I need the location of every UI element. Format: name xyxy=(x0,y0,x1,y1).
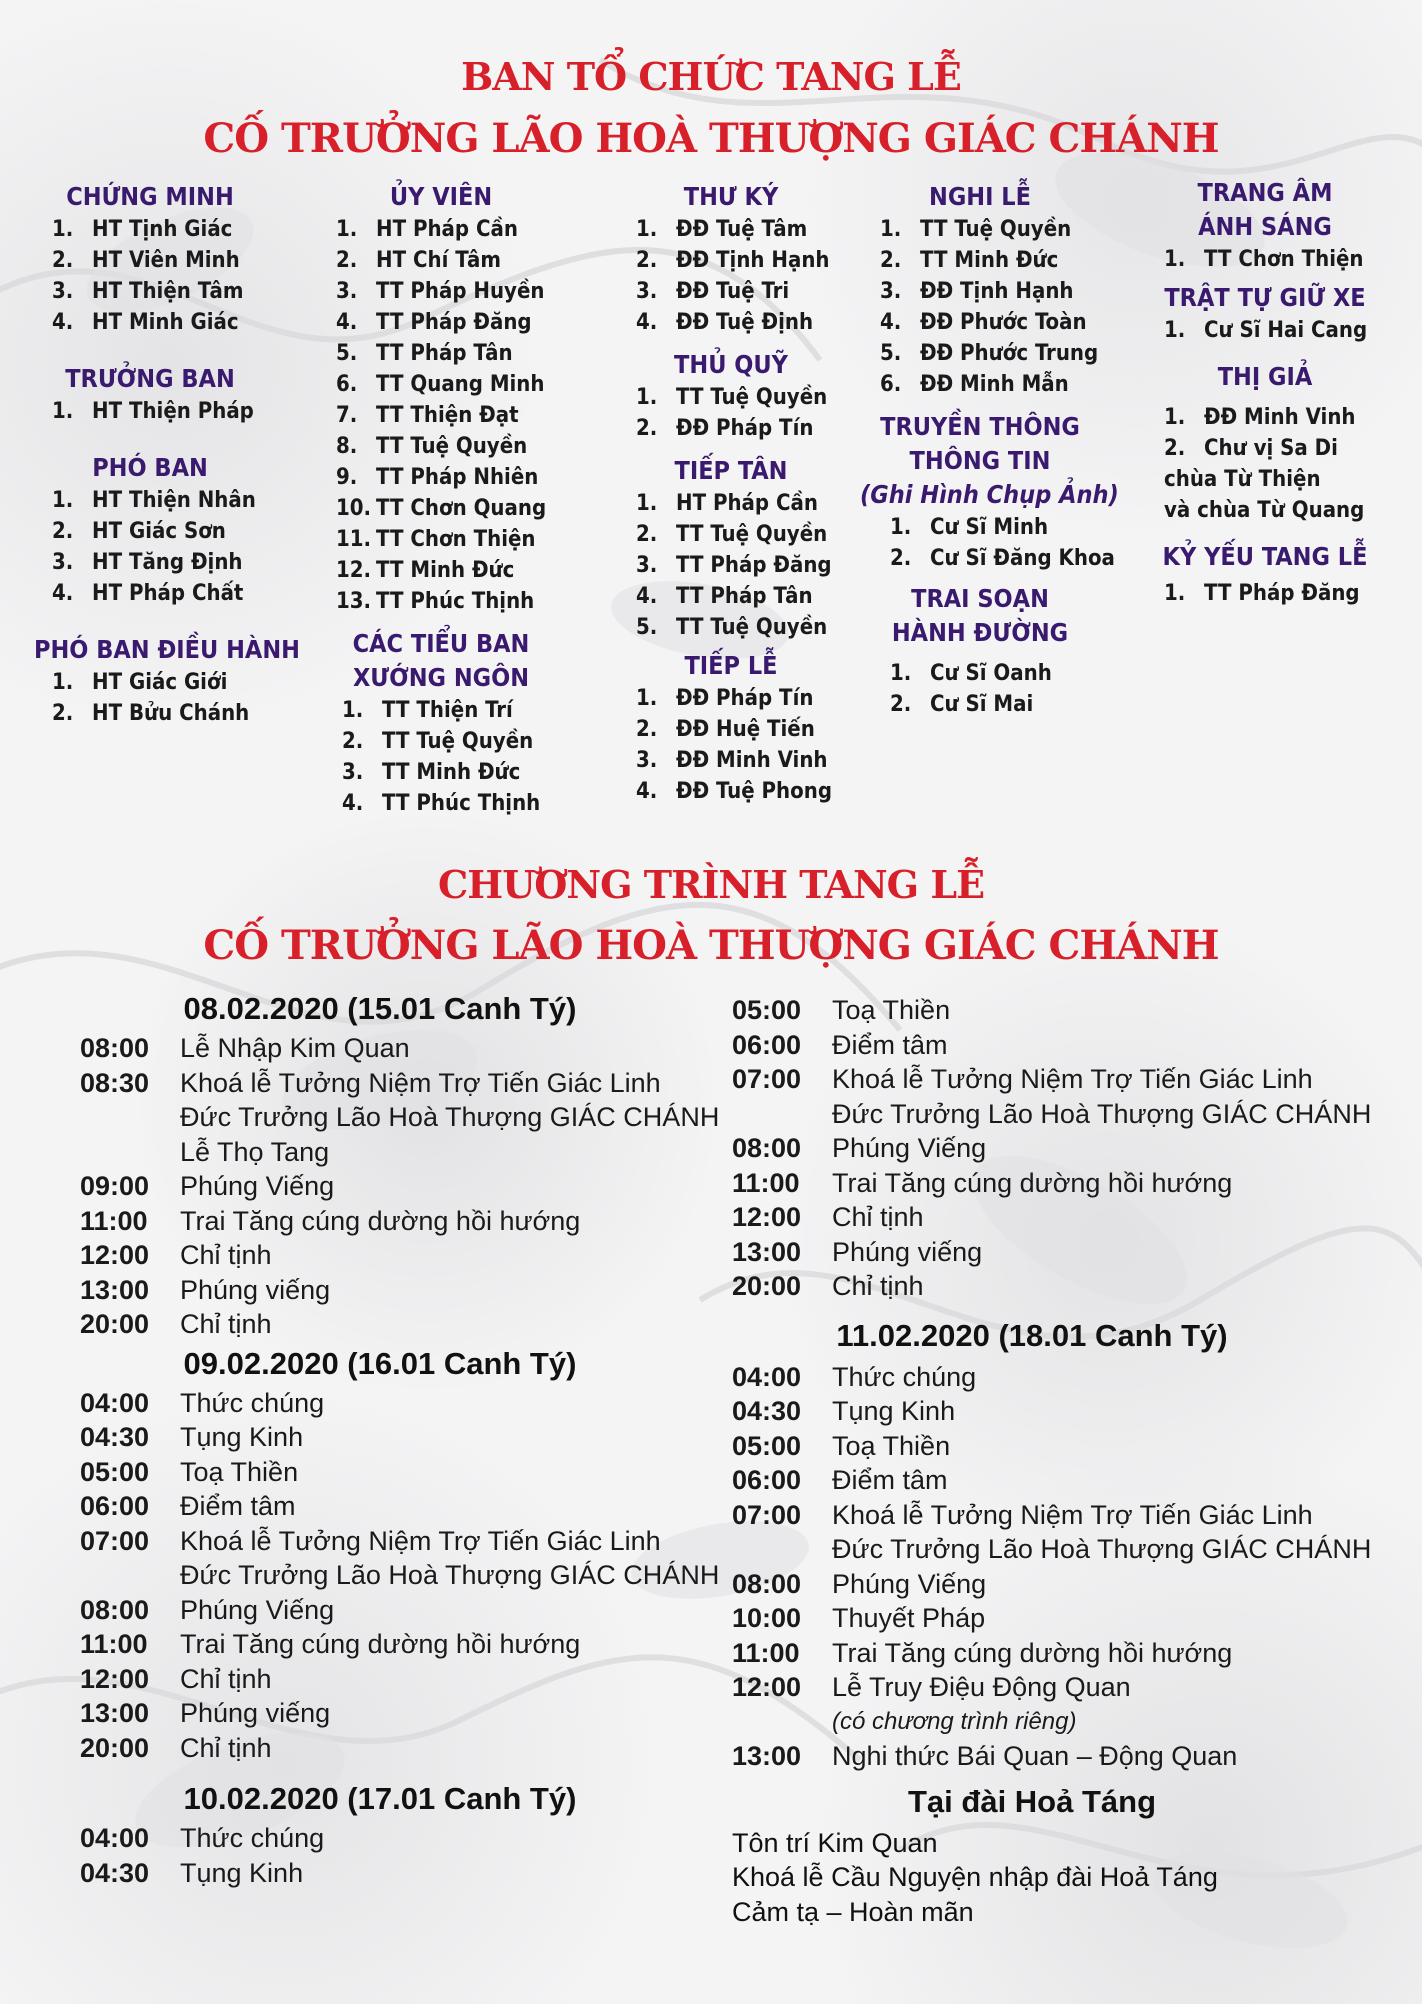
member-list xyxy=(1164,578,1390,609)
section-heading: THỊ GIẢ xyxy=(1217,362,1313,391)
section-heading: TRANG ÂM xyxy=(1197,178,1333,207)
list-item: 4. HT Pháp Chất xyxy=(52,581,244,606)
section-heading: TIẾP TÂN xyxy=(674,456,788,485)
list-item: 2. Cư Sĩ Đăng Khoa xyxy=(890,546,1115,571)
schedule-row: 05:00 Toạ Thiền xyxy=(732,995,951,1025)
list-item: 1. TT Chơn Thiện xyxy=(1164,247,1364,272)
list-item: 4. TT Phúc Thịnh xyxy=(342,791,541,816)
list-item: 3. TT Pháp Huyền xyxy=(336,279,545,304)
day-heading: 10.02.2020 (17.01 Canh Tý) xyxy=(183,1781,577,1816)
list-item: 12. TT Minh Đức xyxy=(336,558,515,583)
list-item: 1. Cư Sĩ Oanh xyxy=(890,661,1052,686)
list-item: 2. TT Tuệ Quyền xyxy=(342,729,534,754)
cremation-line: Khoá lễ Cầu Nguyện nhập đài Hoả Táng xyxy=(732,1862,1218,1892)
section-heading: CHỨNG MINH xyxy=(66,182,234,211)
schedule-row: 04:00 Thức chúng xyxy=(80,1387,325,1418)
member-list xyxy=(636,382,866,444)
list-item: 3. TT Minh Đức xyxy=(342,760,521,785)
section-heading-line-2: HÀNH ĐƯỜNG xyxy=(891,618,1069,647)
member-list xyxy=(336,214,586,617)
schedule-row: Đức Trưởng Lão Hoà Thượng GIÁC CHÁNH xyxy=(180,1102,720,1132)
schedule-row: 11:00 Trai Tăng cúng dường hồi hướng xyxy=(80,1205,581,1236)
list-item: 4. ĐĐ Tuệ Phong xyxy=(636,779,833,804)
section-heading: KỶ YẾU TANG LỄ xyxy=(1162,542,1368,571)
member-list xyxy=(52,667,270,729)
committee-column-1 xyxy=(34,180,300,729)
list-item: 2. HT Giác Sơn xyxy=(52,519,226,544)
schedule-row: 08:00 Phúng Viếng xyxy=(80,1594,335,1625)
list-item: 1. TT Pháp Đăng xyxy=(1164,581,1360,606)
list-item: 3. HT Tăng Định xyxy=(52,550,243,575)
member-list xyxy=(636,488,866,643)
schedule-row: 08:30 Khoá lễ Tưởng Niệm Trợ Tiến Giác Linh xyxy=(80,1067,661,1098)
schedule-row: 09:00 Phúng Viếng xyxy=(80,1171,335,1201)
list-item: 3. ĐĐ Tịnh Hạnh xyxy=(880,279,1074,304)
schedule-row: 05:00 Toạ Thiền xyxy=(80,1456,299,1487)
schedule-row: 13:00 Phúng viếng xyxy=(732,1236,983,1267)
list-item: 1. HT Pháp Cần xyxy=(636,491,818,516)
schedule-row: 12:00 Chỉ tịnh xyxy=(732,1202,924,1232)
list-item: 2. TT Minh Đức xyxy=(880,248,1059,273)
list-item: 2. HT Chí Tâm xyxy=(336,248,501,273)
schedule-left-column xyxy=(80,989,720,1890)
schedule-row: Đức Trưởng Lão Hoà Thượng GIÁC CHÁNH xyxy=(832,1534,1372,1564)
list-item: 1. HT Pháp Cần xyxy=(336,217,518,242)
member-list xyxy=(636,683,866,807)
day-schedule xyxy=(80,1821,720,1890)
schedule-row: 12:00 Chỉ tịnh xyxy=(80,1663,272,1694)
section-heading: NGHI LỄ xyxy=(929,182,1031,211)
list-item: 10. TT Chơn Quang xyxy=(336,496,547,521)
day-heading: 11.02.2020 (18.01 Canh Tý) xyxy=(836,1317,1228,1353)
list-item: 5. TT Tuệ Quyền xyxy=(636,615,828,640)
day-heading: 09.02.2020 (16.01 Canh Tý) xyxy=(183,1345,577,1381)
member-list xyxy=(1164,402,1390,464)
schedule-row: 13:00 Nghi thức Bái Quan – Động Quan xyxy=(732,1741,1238,1771)
schedule-row: 11:00 Trai Tăng cúng dường hồi hướng xyxy=(732,1637,1233,1668)
section-heading: TRƯỞNG BAN xyxy=(65,364,235,393)
list-item: 2. HT Bửu Chánh xyxy=(52,701,250,726)
list-item: 1. TT Thiện Trí xyxy=(342,698,513,723)
list-item: 2. ĐĐ Tịnh Hạnh xyxy=(636,248,830,273)
schedule-row: 11:00 Trai Tăng cúng dường hồi hướng xyxy=(80,1629,581,1659)
member-list xyxy=(1164,244,1390,275)
day-schedule xyxy=(732,1360,1372,1774)
schedule-row: 04:00 Thức chúng xyxy=(732,1361,977,1392)
schedule-row: 10:00 Thuyết Pháp xyxy=(732,1603,986,1633)
list-item: 4. HT Minh Giác xyxy=(52,310,239,335)
list-item: 2. Chư vị Sa Di xyxy=(1164,436,1338,461)
schedule-right-column xyxy=(732,993,1372,1929)
schedule-row: 13:00 Phúng viếng xyxy=(80,1274,331,1305)
list-item: 3. ĐĐ Minh Vinh xyxy=(636,748,828,773)
member-list xyxy=(52,214,270,338)
list-item: 1. ĐĐ Minh Vinh xyxy=(1164,405,1356,430)
committee-title: BAN TỔ CHỨC TANG LỄ xyxy=(461,54,961,99)
list-item: 4. ĐĐ Tuệ Định xyxy=(636,310,814,335)
schedule-row: 04:30 Tụng Kinh xyxy=(80,1857,304,1888)
list-item: 1. ĐĐ Tuệ Tâm xyxy=(636,217,808,242)
schedule-row: 04:00 Thức chúng xyxy=(80,1823,325,1853)
cremation-line: Tôn trí Kim Quan xyxy=(732,1827,938,1858)
member-list xyxy=(890,512,1115,574)
member-list xyxy=(636,214,866,338)
section-heading-line-2: THÔNG TIN xyxy=(909,446,1051,475)
list-item: 1. HT Thiện Pháp xyxy=(52,399,254,424)
member-list xyxy=(342,695,586,819)
list-item: 3. TT Pháp Đăng xyxy=(636,553,832,578)
schedule-row: 06:00 Điểm tâm xyxy=(732,1465,948,1495)
section-heading-line-2: ÁNH SÁNG xyxy=(1198,212,1332,241)
section-heading: THỦ QUỸ xyxy=(674,350,788,379)
schedule-row: 12:00 Chỉ tịnh xyxy=(80,1240,272,1270)
schedule-row: 08:00 Lễ Nhập Kim Quan xyxy=(80,1033,410,1063)
committee-subtitle: CỐ TRƯỞNG LÃO HOÀ THƯỢNG GIÁC CHÁNH xyxy=(203,115,1219,162)
note-line: chùa Từ Thiện xyxy=(1164,467,1321,492)
section-heading: TRẬT TỰ GIỮ XE xyxy=(1164,283,1366,312)
list-item: 1. HT Thiện Nhân xyxy=(52,488,256,513)
section-heading: TIẾP LỄ xyxy=(684,651,778,680)
member-list xyxy=(1164,315,1390,346)
section-heading: THƯ KÝ xyxy=(683,182,779,211)
schedule-row: 13:00 Phúng viếng xyxy=(80,1698,331,1728)
section-heading: CÁC TIỂU BAN xyxy=(352,629,530,658)
list-item: 6. TT Quang Minh xyxy=(336,372,545,397)
list-item: 5. ĐĐ Phước Trung xyxy=(880,341,1099,366)
list-item: 2. Cư Sĩ Mai xyxy=(890,692,1034,717)
list-item: 5. TT Pháp Tân xyxy=(336,341,513,366)
schedule-row: Đức Trưởng Lão Hoà Thượng GIÁC CHÁNH xyxy=(832,1098,1372,1129)
program-subtitle: CỐ TRƯỞNG LÃO HOÀ THƯỢNG GIÁC CHÁNH xyxy=(203,922,1219,969)
day-heading: 08.02.2020 (15.01 Canh Tý) xyxy=(183,991,577,1026)
schedule-row: 04:30 Tụng Kinh xyxy=(732,1396,956,1426)
committee-column-4 xyxy=(860,180,1119,720)
list-item: 9. TT Pháp Nhiên xyxy=(336,465,539,490)
schedule-row: 07:00 Khoá lễ Tưởng Niệm Trợ Tiến Giác Linh xyxy=(732,1499,1313,1530)
list-item: 11. TT Chơn Thiện xyxy=(336,527,536,552)
list-item: 2. TT Tuệ Quyền xyxy=(636,522,828,547)
cremation-line: Cảm tạ – Hoàn mãn xyxy=(732,1896,974,1927)
schedule-row: 07:00 Khoá lễ Tưởng Niệm Trợ Tiến Giác Linh xyxy=(732,1064,1313,1094)
schedule-row: 07:00 Khoá lễ Tưởng Niệm Trợ Tiến Giác Linh xyxy=(80,1525,661,1556)
list-item: 1. ĐĐ Pháp Tín xyxy=(636,686,814,711)
schedule-row: 20:00 Chỉ tịnh xyxy=(732,1271,924,1301)
list-item: 3. HT Thiện Tâm xyxy=(52,279,244,304)
schedule-row: 08:00 Phúng Viếng xyxy=(732,1568,987,1599)
schedule-row: 08:00 Phúng Viếng xyxy=(732,1133,987,1163)
committee-column-3 xyxy=(636,180,866,807)
section-heading: TRUYỀN THÔNG xyxy=(880,412,1080,441)
member-list xyxy=(890,658,1110,720)
list-item: 2. ĐĐ Huệ Tiến xyxy=(636,717,815,742)
schedule-row: 12:00 Lễ Truy Điệu Động Quan xyxy=(732,1672,1131,1702)
list-item: 13. TT Phúc Thịnh xyxy=(336,589,535,614)
list-item: 4. ĐĐ Phước Toàn xyxy=(880,310,1087,335)
list-item: 1. HT Tịnh Giác xyxy=(52,217,233,242)
schedule-row: 20:00 Chỉ tịnh xyxy=(80,1309,272,1339)
list-item: 4. TT Pháp Tân xyxy=(636,584,813,609)
schedule-row: 11:00 Trai Tăng cúng dường hồi hướng xyxy=(732,1167,1233,1198)
member-list xyxy=(52,396,270,427)
list-item: 6. ĐĐ Minh Mẫn xyxy=(880,372,1069,397)
schedule-row: 06:00 Điểm tâm xyxy=(732,1029,948,1060)
list-item: 8. TT Tuệ Quyền xyxy=(336,434,528,459)
schedule-row: 20:00 Chỉ tịnh xyxy=(80,1732,272,1763)
program-title: CHƯƠNG TRÌNH TANG LỄ xyxy=(437,862,985,907)
list-item: 3. ĐĐ Tuệ Tri xyxy=(636,279,790,304)
schedule-row: 04:30 Tụng Kinh xyxy=(80,1422,304,1452)
section-heading: PHÓ BAN xyxy=(92,453,208,482)
schedule-row: Đức Trưởng Lão Hoà Thượng GIÁC CHÁNH xyxy=(180,1560,720,1590)
committee-column-5 xyxy=(1160,176,1390,609)
schedule-row: (có chương trình riêng) xyxy=(832,1707,1077,1735)
list-item: 2. ĐĐ Pháp Tín xyxy=(636,416,814,441)
day-schedule xyxy=(80,1386,720,1766)
list-item: 4. TT Pháp Đăng xyxy=(336,310,532,335)
schedule-row: 06:00 Điểm tâm xyxy=(80,1491,296,1521)
list-item: 7. TT Thiện Đạt xyxy=(336,403,519,428)
section-heading-note: (Ghi Hình Chụp Ảnh) xyxy=(860,480,1119,509)
member-list xyxy=(52,485,270,609)
section-heading: ỦY VIÊN xyxy=(389,182,493,211)
member-list xyxy=(880,214,1110,400)
schedule-row: Lễ Thọ Tang xyxy=(180,1136,330,1167)
section-heading: PHÓ BAN ĐIỀU HÀNH xyxy=(34,635,300,664)
day-schedule-continued xyxy=(732,993,1372,1304)
note-line: và chùa Từ Quang xyxy=(1164,498,1365,523)
list-item: 1. TT Tuệ Quyền xyxy=(880,217,1072,242)
list-item: 1. TT Tuệ Quyền xyxy=(636,385,828,410)
section-heading: TRAI SOẠN xyxy=(911,584,1049,613)
section-heading-line-2: XƯỚNG NGÔN xyxy=(352,663,530,692)
committee-column-2 xyxy=(336,180,586,819)
list-item: 1. HT Giác Giới xyxy=(52,670,228,695)
day-schedule xyxy=(80,1031,720,1342)
cremation-heading: Tại đài Hoả Táng xyxy=(907,1783,1157,1819)
list-item: 1. Cư Sĩ Hai Cang xyxy=(1164,318,1368,343)
schedule-row: 05:00 Toạ Thiền xyxy=(732,1430,951,1461)
list-item: 2. HT Viên Minh xyxy=(52,248,240,273)
list-item: 1. Cư Sĩ Minh xyxy=(890,515,1049,540)
